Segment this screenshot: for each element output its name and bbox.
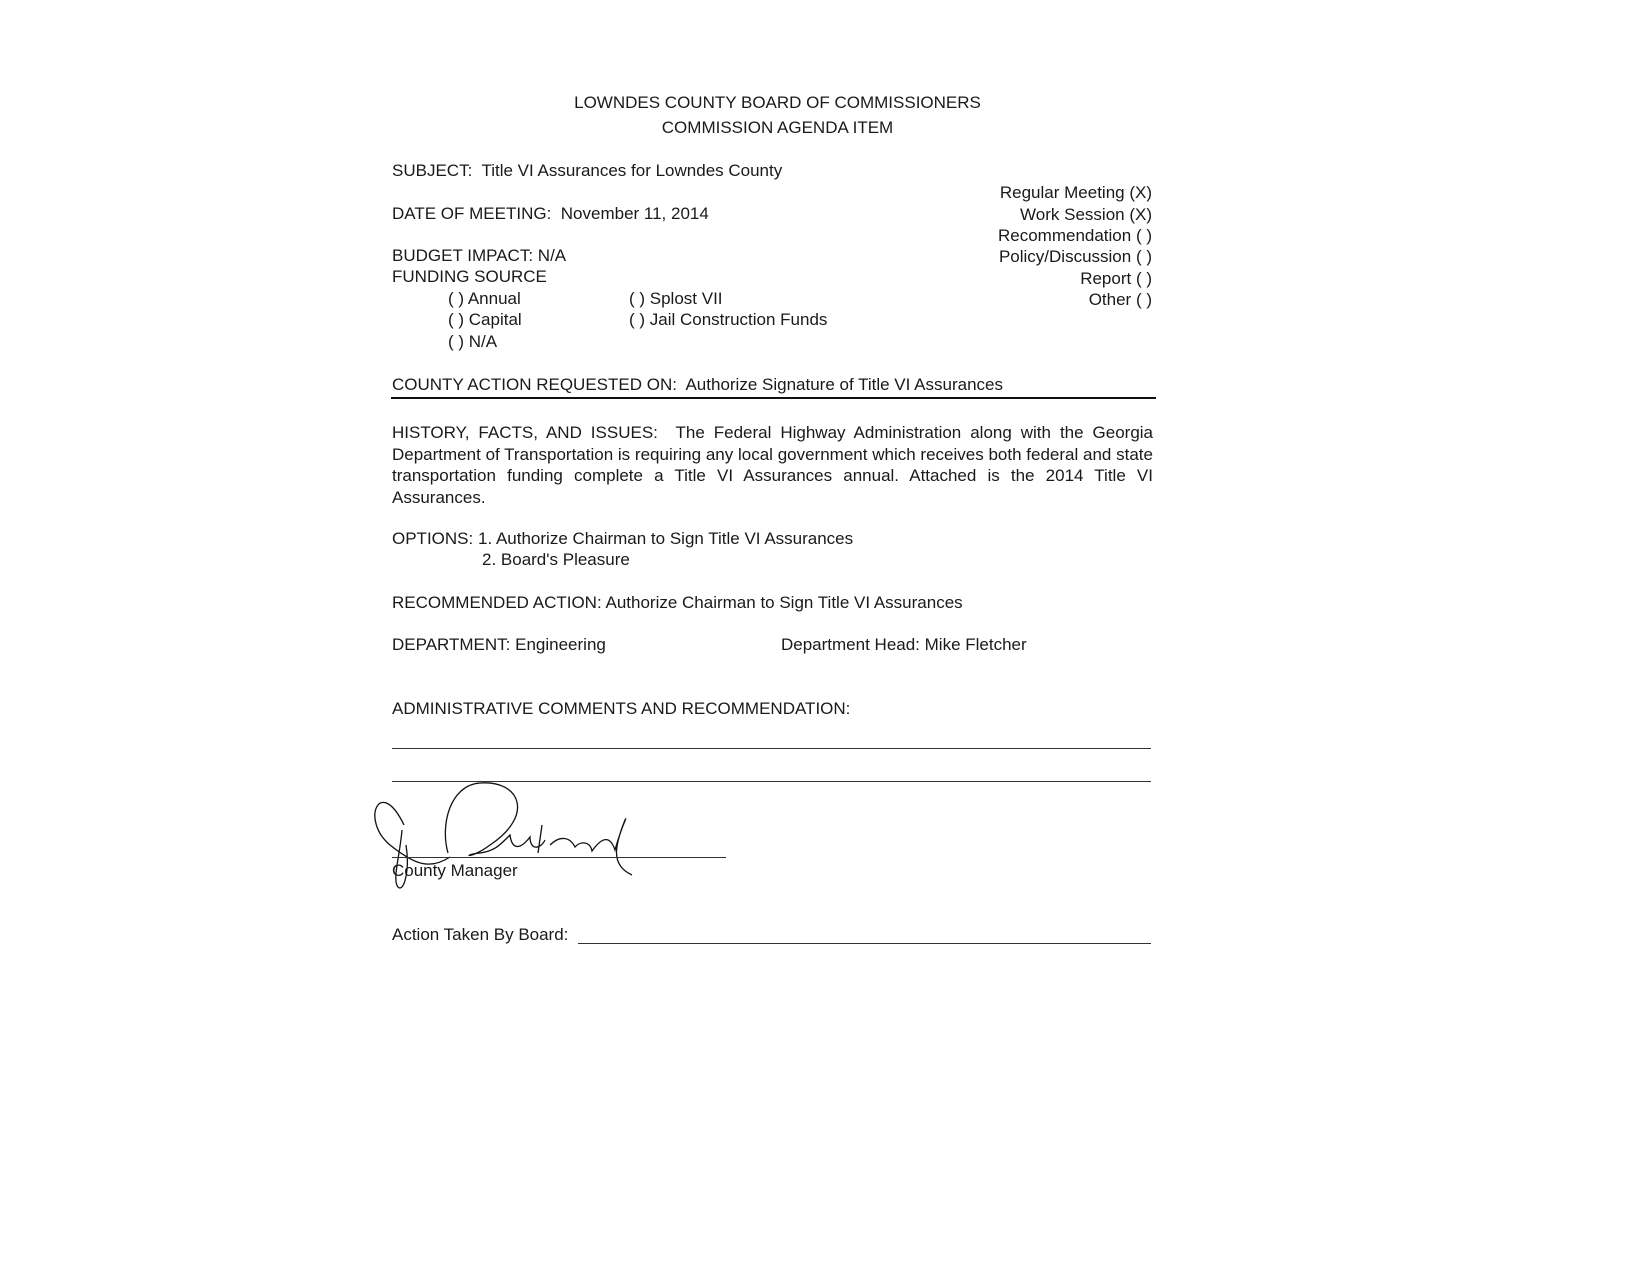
action-taken-label: Action Taken By Board: (392, 925, 569, 944)
funding-option: ( ) N/A (448, 332, 498, 351)
department-line (392, 634, 606, 655)
budget-value: N/A (537, 246, 567, 265)
history-label: HISTORY, FACTS, AND ISSUES: (392, 423, 658, 442)
budget-label: BUDGET IMPACT: (392, 246, 534, 265)
recommended-line (392, 592, 963, 613)
meeting-type: Report ( ) (1080, 269, 1152, 288)
meeting-type: Regular Meeting (X) (999, 183, 1152, 202)
department-head-label: Department Head: (781, 635, 920, 654)
meeting-type: Policy/Discussion ( ) (998, 247, 1152, 266)
subject-value: Title VI Assurances for Lowndes County (481, 161, 783, 180)
date-line (392, 203, 709, 224)
funding-option: ( ) Splost VII (629, 289, 723, 308)
subject-line (392, 160, 782, 181)
meeting-type: Recommendation ( ) (997, 226, 1152, 245)
subject-label: SUBJECT: (392, 161, 473, 180)
signature-role: County Manager (392, 861, 518, 880)
section-divider (391, 397, 1156, 399)
meeting-type: Work Session (X) (1020, 205, 1152, 224)
funding-option: ( ) Annual (448, 289, 521, 308)
document-title: COMMISSION AGENDA ITEM (661, 118, 894, 137)
date-label: DATE OF MEETING: (392, 204, 552, 223)
recommended-value: Authorize Chairman to Sign Title VI Assurances (605, 593, 963, 612)
funding-option: ( ) Jail Construction Funds (629, 310, 828, 329)
org-name: LOWNDES COUNTY BOARD OF COMMISSIONERS (574, 93, 981, 112)
option-item: 1. Authorize Chairman to Sign Title VI Assurances (478, 529, 854, 548)
signature-line (392, 857, 726, 858)
action-taken-line[interactable] (578, 943, 1151, 944)
department-head-value: Mike Fletcher (924, 635, 1027, 654)
action-requested-line (392, 374, 1003, 395)
option-item: 2. Board's Pleasure (482, 550, 630, 569)
options-label: OPTIONS: (392, 529, 474, 548)
department-head-line (781, 634, 1027, 655)
funding-label: FUNDING SOURCE (392, 267, 547, 286)
department-value: Engineering (515, 635, 606, 654)
date-value: November 11, 2014 (560, 204, 709, 223)
department-label: DEPARTMENT: (392, 635, 511, 654)
budget-line (392, 245, 566, 266)
history-text: The Federal Highway Administration along with the Georgia Department of Transportation is requiring any local government which receives both federal and state transportation funding complete a Title VI Assurances annual. Attached is the 2014 Title VI Assurances. (392, 423, 1154, 507)
funding-option: ( ) Capital (448, 310, 522, 329)
meeting-type: Other ( ) (1088, 290, 1152, 309)
action-requested-label: COUNTY ACTION REQUESTED ON: (392, 375, 677, 394)
history-paragraph (392, 422, 1153, 508)
recommended-label: RECOMMENDED ACTION: (392, 593, 602, 612)
action-requested-value: Authorize Signature of Title VI Assurances (685, 375, 1003, 394)
admin-comments-label: ADMINISTRATIVE COMMENTS AND RECOMMENDATION: (392, 699, 851, 718)
comment-line (392, 748, 1151, 749)
